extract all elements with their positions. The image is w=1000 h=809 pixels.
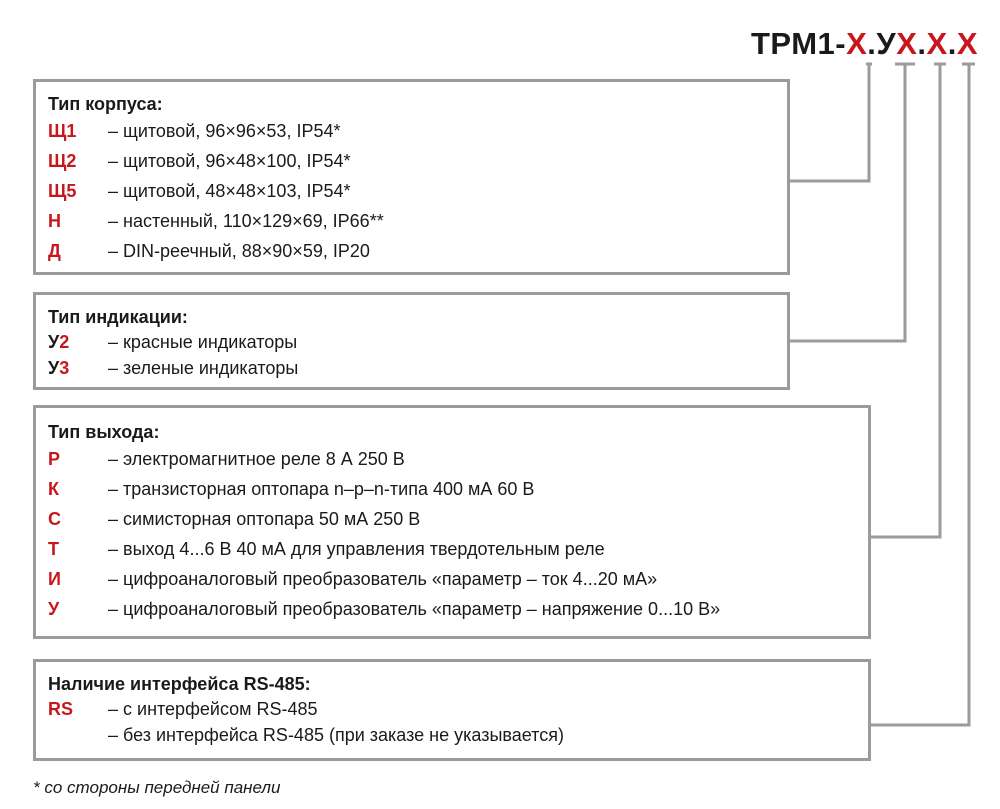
code-indication-letter: У [876, 26, 897, 61]
option-text: – без интерфейса RS-485 (при заказе не указывается) [108, 725, 564, 745]
list-item [48, 696, 856, 722]
option-text: – щитовой, 48×48×103, IP54* [108, 181, 351, 201]
list-item [48, 534, 856, 564]
option-code: RS [48, 699, 74, 719]
option-text: – транзисторная оптопара n–p–n-типа 400 мА 60 В [108, 479, 535, 499]
list-item [48, 236, 775, 266]
code-dot: . [917, 26, 927, 61]
list-item [48, 116, 775, 146]
option-text: – цифроаналоговый преобразователь «параметр – ток 4...20 мА» [108, 569, 658, 589]
option-code: Н [48, 211, 61, 231]
footnote: * со стороны передней панели [33, 778, 281, 797]
code-dot: . [867, 26, 877, 61]
option-text: – красные индикаторы [108, 332, 298, 352]
option-code: Щ1 [48, 121, 77, 141]
housing-type-box [33, 79, 790, 275]
list-item [48, 504, 856, 534]
option-code: К [48, 479, 59, 499]
connector-output [871, 64, 946, 537]
option-code: И [48, 569, 61, 589]
option-code: Щ5 [48, 181, 77, 201]
option-text: – DIN-реечный, 88×90×59, IP20 [108, 241, 370, 261]
option-code: У [48, 599, 60, 619]
code-interface-placeholder: Х [956, 26, 978, 61]
option-text: – настенный, 110×129×69, IP66** [108, 211, 384, 231]
list-item [48, 355, 775, 381]
connector-interface [871, 64, 975, 725]
option-code: Д [48, 241, 61, 261]
housing-title: Тип корпуса: [48, 94, 163, 114]
interface-title: Наличие интерфейса RS-485: [48, 674, 311, 694]
option-code: У3 [48, 358, 70, 378]
list-item [48, 594, 856, 624]
code-prefix: ТРМ1- [750, 26, 847, 61]
option-code: С [48, 509, 61, 529]
code-indication-placeholder: Х [896, 26, 918, 61]
list-item [48, 206, 775, 236]
option-text: – щитовой, 96×48×100, IP54* [108, 151, 351, 171]
code-housing-placeholder: Х [846, 26, 868, 61]
code-output-placeholder: Х [926, 26, 948, 61]
list-item [48, 176, 775, 206]
output-type-box [33, 405, 871, 639]
option-text: – зеленые индикаторы [108, 358, 299, 378]
connector-indication [790, 64, 915, 341]
connector-housing [790, 64, 872, 181]
option-code: У2 [48, 332, 70, 352]
option-code: Р [48, 449, 61, 469]
list-item [48, 722, 856, 748]
list-item [48, 444, 856, 474]
option-code [48, 722, 108, 748]
list-item [48, 474, 856, 504]
option-text: – электромагнитное реле 8 А 250 В [108, 449, 405, 469]
option-text: – симисторная оптопара 50 мА 250 В [108, 509, 421, 529]
list-item [48, 146, 775, 176]
output-title: Тип выхода: [48, 422, 160, 442]
option-code: Щ2 [48, 151, 77, 171]
option-text: – выход 4...6 В 40 мА для управления твердотельным реле [108, 539, 605, 559]
indication-title: Тип индикации: [48, 307, 188, 327]
interface-box [33, 659, 871, 761]
list-item [48, 564, 856, 594]
option-text: – цифроаналоговый преобразователь «параметр – напряжение 0...10 В» [108, 599, 721, 619]
option-text: – с интерфейсом RS-485 [108, 699, 318, 719]
code-dot: . [947, 26, 957, 61]
option-code: Т [48, 539, 59, 559]
indication-type-box [33, 292, 790, 390]
list-item [48, 329, 775, 355]
option-text: – щитовой, 96×96×53, IP54* [108, 121, 341, 141]
